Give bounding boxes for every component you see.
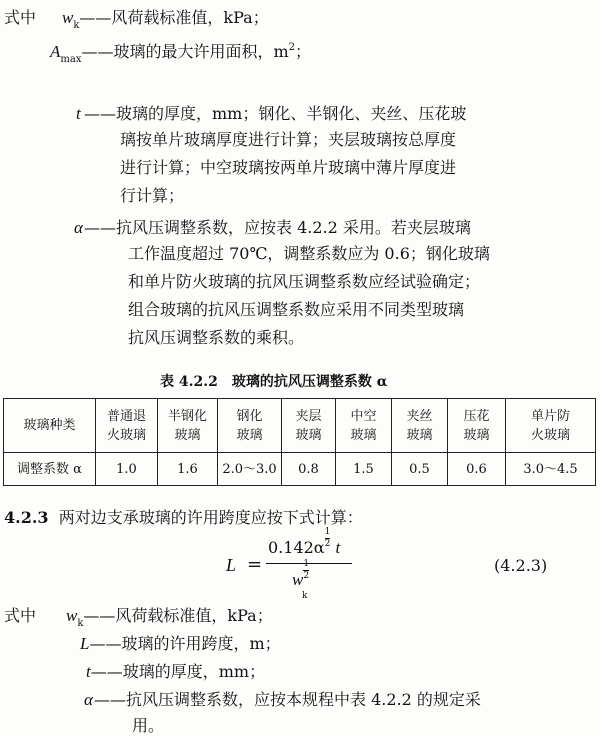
formula-denominator-subscript: k — [302, 591, 308, 601]
def-t-line: 行计算； — [120, 186, 185, 205]
def-alpha-line: 组合玻璃的抗风压调整系数应采用不同类型玻璃 — [128, 300, 465, 319]
where-label: 式中 — [4, 8, 37, 27]
def-alpha-line: ——抗风压调整系数，应按表 4.2.2 采用。若夹层玻璃 — [84, 218, 471, 237]
def-t-line: ——玻璃的厚度，mm；钢化、半钢化、夹丝、压花玻 — [84, 104, 467, 123]
column-header: 钢化 玻璃 — [218, 399, 282, 453]
row-label-coefficient: 调整系数 α — [4, 453, 96, 486]
column-header: 夹丝 玻璃 — [392, 399, 448, 453]
formula-denominator: w $\frac{1}{2}$ — [292, 559, 310, 589]
def-amax: $A_{max}——$玻璃的最大许用面积，$m^2$； — [50, 42, 312, 65]
def-wk: $w_k——$风荷载标准值，kPa； — [62, 8, 269, 31]
table-cell: 1.6 — [158, 453, 218, 486]
table-caption: 表 4.2.2 玻璃的抗风压调整系数 α — [160, 374, 388, 390]
formula-lhs: L — [226, 555, 237, 575]
table-cell: 0.8 — [282, 453, 336, 486]
row-label-glass-type: 玻璃种类 — [4, 399, 96, 453]
table-cell: 3.0～4.5 — [506, 453, 596, 486]
def-alpha-line: 工作温度超过 70℃，调整系数应为 0.6；钢化玻璃 — [128, 244, 490, 263]
def-t-line: 进行计算；中空玻璃按两单片玻璃中薄片厚度进 — [120, 158, 457, 177]
def-alpha-line: 抗风压调整系数的乘积。 — [128, 328, 305, 347]
def-alpha-symbol: α — [74, 218, 83, 237]
def-alpha-line: 和单片防火玻璃的抗风压调整系数应经试验确定； — [128, 272, 481, 291]
column-header: 单片防 火玻璃 — [506, 399, 596, 453]
table-row — [4, 453, 596, 486]
def-alpha-line: 用。 — [132, 716, 165, 735]
table-row — [4, 399, 596, 453]
def-L: L——玻璃的许用跨度，m； — [80, 634, 281, 653]
formula-numerator: 0.142α $\frac{1}{2}$ t — [268, 527, 341, 557]
formula-equals: = — [247, 554, 263, 575]
table-cell: 0.6 — [448, 453, 506, 486]
where-label: 式中 — [4, 606, 37, 625]
column-header: 夹层 玻璃 — [282, 399, 336, 453]
def-alpha-line: ——抗风压调整系数，应按本规程中表 4.2.2 的规定采 — [94, 690, 481, 709]
def-t-line: 璃按单片玻璃厚度进行计算；夹层玻璃按总厚度 — [120, 130, 457, 149]
def-alpha-symbol: α — [84, 690, 93, 709]
equation-number: (4.2.3) — [494, 556, 548, 575]
def-t-symbol: t — [76, 104, 81, 123]
def-wk: $w_k——$风荷载标准值，kPa； — [66, 606, 273, 629]
coefficient-table — [3, 398, 596, 486]
column-header: 普通退 火玻璃 — [96, 399, 158, 453]
column-header: 中空 玻璃 — [336, 399, 392, 453]
table-cell: 1.5 — [336, 453, 392, 486]
table-cell: 0.5 — [392, 453, 448, 486]
def-t: t——玻璃的厚度，mm； — [86, 662, 266, 681]
column-header: 压花 玻璃 — [448, 399, 506, 453]
table-cell: 1.0 — [96, 453, 158, 486]
section-heading: 4.2.3 两对边支承玻璃的许用跨度应按下式计算： — [4, 508, 363, 527]
column-header: 半钢化 玻璃 — [158, 399, 218, 453]
table-cell: 2.0～3.0 — [218, 453, 282, 486]
